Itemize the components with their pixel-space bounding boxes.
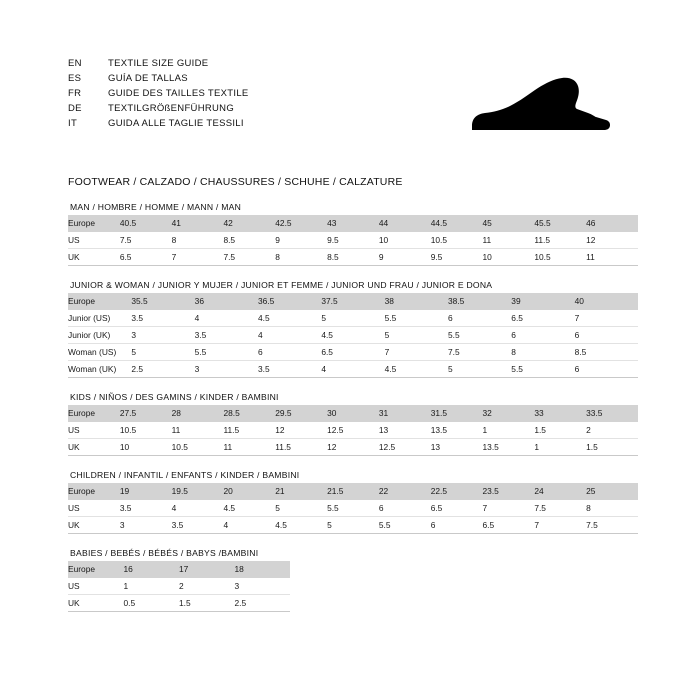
header-cell: 38 bbox=[385, 293, 448, 310]
size-group-man bbox=[68, 202, 638, 266]
header-cell: Europe bbox=[68, 405, 120, 422]
header-cell: 44 bbox=[379, 215, 431, 232]
header-cell: 25 bbox=[586, 483, 638, 500]
cell: 4 bbox=[258, 327, 321, 344]
cell: 9 bbox=[275, 232, 327, 249]
header-cell: Europe bbox=[68, 293, 131, 310]
row-label: UK bbox=[68, 595, 124, 612]
header-cell: 33.5 bbox=[586, 405, 638, 422]
header-cell: 33 bbox=[534, 405, 586, 422]
cell: 3 bbox=[131, 327, 194, 344]
row-label: US bbox=[68, 232, 120, 249]
cell: 4 bbox=[321, 361, 384, 378]
language-label: GUIDE DES TAILLES TEXTILE bbox=[108, 88, 249, 99]
language-row bbox=[68, 88, 249, 103]
cell: 3.5 bbox=[258, 361, 321, 378]
cell: 12 bbox=[275, 422, 327, 439]
cell: 8.5 bbox=[575, 344, 638, 361]
cell: 12.5 bbox=[327, 422, 379, 439]
language-code: ES bbox=[68, 73, 82, 84]
row-label: Junior (UK) bbox=[68, 327, 131, 344]
cell: 4 bbox=[172, 500, 224, 517]
table-row bbox=[68, 500, 638, 517]
table-row bbox=[68, 344, 638, 361]
cell: 4.5 bbox=[385, 361, 448, 378]
row-label: US bbox=[68, 500, 120, 517]
header-cell: 42 bbox=[223, 215, 275, 232]
language-code: DE bbox=[68, 103, 82, 114]
cell: 3 bbox=[120, 517, 172, 534]
cell: 2.5 bbox=[235, 595, 291, 612]
cell: 4.5 bbox=[275, 517, 327, 534]
row-label: US bbox=[68, 578, 124, 595]
group-title: JUNIOR & WOMAN / JUNIOR Y MUJER / JUNIOR ET FEMME / JUNIOR UND FRAU / JUNIOR E DONA bbox=[70, 280, 493, 290]
row-label: UK bbox=[68, 439, 120, 456]
cell: 6 bbox=[258, 344, 321, 361]
cell: 6.5 bbox=[120, 249, 172, 266]
group-title: KIDS / NIÑOS / DES GAMINS / KINDER / BAMBINI bbox=[70, 392, 279, 402]
header-cell: 28 bbox=[172, 405, 224, 422]
table-header-row bbox=[68, 405, 638, 422]
header-cell: 40 bbox=[575, 293, 638, 310]
language-label: GUÍA DE TALLAS bbox=[108, 73, 188, 84]
language-list-body bbox=[68, 58, 249, 133]
header-cell: 32 bbox=[483, 405, 535, 422]
cell: 4 bbox=[223, 517, 275, 534]
cell: 3.5 bbox=[172, 517, 224, 534]
cell: 6 bbox=[511, 327, 574, 344]
cell: 5 bbox=[327, 517, 379, 534]
cell: 8.5 bbox=[327, 249, 379, 266]
header-cell: 43 bbox=[327, 215, 379, 232]
document-header bbox=[68, 58, 638, 158]
cell: 11 bbox=[483, 232, 535, 249]
language-code: IT bbox=[68, 118, 78, 129]
cell: 6.5 bbox=[483, 517, 535, 534]
cell: 3.5 bbox=[195, 327, 258, 344]
cell: 8 bbox=[586, 500, 638, 517]
cell: 11.5 bbox=[534, 232, 586, 249]
header-cell: 38.5 bbox=[448, 293, 511, 310]
cell: 6.5 bbox=[511, 310, 574, 327]
cell: 7.5 bbox=[120, 232, 172, 249]
cell: 7.5 bbox=[586, 517, 638, 534]
header-cell: 23.5 bbox=[483, 483, 535, 500]
header-cell: 30 bbox=[327, 405, 379, 422]
header-cell: 22.5 bbox=[431, 483, 483, 500]
cell: 7.5 bbox=[534, 500, 586, 517]
cell: 7 bbox=[534, 517, 586, 534]
language-code: FR bbox=[68, 88, 82, 99]
header-cell: 24 bbox=[534, 483, 586, 500]
table-row bbox=[68, 361, 638, 378]
header-cell: 16 bbox=[124, 561, 180, 578]
cell: 11 bbox=[586, 249, 638, 266]
cell: 12 bbox=[586, 232, 638, 249]
cell: 5.5 bbox=[195, 344, 258, 361]
cell: 8.5 bbox=[223, 232, 275, 249]
header-cell: 35.5 bbox=[131, 293, 194, 310]
group-title: BABIES / BEBÉS / BÉBÉS / BABYS /BAMBINI bbox=[70, 548, 259, 558]
header-cell: 22 bbox=[379, 483, 431, 500]
cell: 13 bbox=[379, 422, 431, 439]
cell: 13 bbox=[431, 439, 483, 456]
size-table-kids bbox=[68, 405, 638, 456]
cell: 5 bbox=[385, 327, 448, 344]
language-list bbox=[68, 58, 249, 133]
language-label: TEXTILGRÖßENFÜHRUNG bbox=[108, 103, 235, 114]
cell: 12 bbox=[327, 439, 379, 456]
header-cell: 31 bbox=[379, 405, 431, 422]
dress-shoe-icon bbox=[428, 74, 628, 144]
cell: 6 bbox=[575, 327, 638, 344]
cell: 5 bbox=[275, 500, 327, 517]
language-row bbox=[68, 103, 249, 118]
header-cell: 21.5 bbox=[327, 483, 379, 500]
row-label: Woman (UK) bbox=[68, 361, 131, 378]
header-cell: 45.5 bbox=[534, 215, 586, 232]
cell: 13.5 bbox=[431, 422, 483, 439]
language-label: TEXTILE SIZE GUIDE bbox=[108, 58, 209, 69]
header-cell: 46 bbox=[586, 215, 638, 232]
cell: 6 bbox=[448, 310, 511, 327]
cell: 10.5 bbox=[431, 232, 483, 249]
cell: 10.5 bbox=[534, 249, 586, 266]
cell: 10 bbox=[483, 249, 535, 266]
cell: 1 bbox=[124, 578, 180, 595]
language-code: EN bbox=[68, 58, 82, 69]
row-label: Junior (US) bbox=[68, 310, 131, 327]
header-cell: 19 bbox=[120, 483, 172, 500]
header-cell: 20 bbox=[223, 483, 275, 500]
language-row bbox=[68, 58, 249, 73]
cell: 1.5 bbox=[586, 439, 638, 456]
table-row bbox=[68, 232, 638, 249]
cell: 7 bbox=[172, 249, 224, 266]
header-cell: 45 bbox=[483, 215, 535, 232]
table-row bbox=[68, 310, 638, 327]
cell: 6.5 bbox=[321, 344, 384, 361]
cell: 7 bbox=[483, 500, 535, 517]
size-group-babies bbox=[68, 548, 638, 612]
header-cell: 31.5 bbox=[431, 405, 483, 422]
cell: 10 bbox=[120, 439, 172, 456]
size-table-man bbox=[68, 215, 638, 266]
cell: 6 bbox=[575, 361, 638, 378]
row-label: UK bbox=[68, 249, 120, 266]
table-row bbox=[68, 578, 290, 595]
table-header-row bbox=[68, 293, 638, 310]
cell: 5 bbox=[131, 344, 194, 361]
cell: 5 bbox=[448, 361, 511, 378]
language-label: GUIDA ALLE TAGLIE TESSILI bbox=[108, 118, 244, 129]
table-row bbox=[68, 439, 638, 456]
size-table-children bbox=[68, 483, 638, 534]
table-row bbox=[68, 517, 638, 534]
size-table-junior-woman bbox=[68, 293, 638, 378]
cell: 3 bbox=[195, 361, 258, 378]
table-row bbox=[68, 327, 638, 344]
header-cell: 37.5 bbox=[321, 293, 384, 310]
size-group-kids bbox=[68, 392, 638, 456]
group-title: CHILDREN / INFANTIL / ENFANTS / KINDER / BAMBINI bbox=[70, 470, 300, 480]
cell: 2 bbox=[586, 422, 638, 439]
cell: 5.5 bbox=[385, 310, 448, 327]
cell: 4 bbox=[195, 310, 258, 327]
header-cell: 44.5 bbox=[431, 215, 483, 232]
cell: 12.5 bbox=[379, 439, 431, 456]
header-cell: 18 bbox=[235, 561, 291, 578]
header-cell: 41 bbox=[172, 215, 224, 232]
cell: 1 bbox=[483, 422, 535, 439]
cell: 4.5 bbox=[258, 310, 321, 327]
cell: 10.5 bbox=[120, 422, 172, 439]
header-cell: 28.5 bbox=[223, 405, 275, 422]
size-group-junior-woman bbox=[68, 280, 638, 378]
cell: 1 bbox=[534, 439, 586, 456]
header-cell: 40.5 bbox=[120, 215, 172, 232]
header-cell: 36 bbox=[195, 293, 258, 310]
section-title: FOOTWEAR / CALZADO / CHAUSSURES / SCHUHE / CALZATURE bbox=[68, 176, 403, 188]
cell: 3 bbox=[235, 578, 291, 595]
cell: 5.5 bbox=[379, 517, 431, 534]
cell: 3.5 bbox=[131, 310, 194, 327]
header-cell: 17 bbox=[179, 561, 235, 578]
cell: 10.5 bbox=[172, 439, 224, 456]
table-row bbox=[68, 422, 638, 439]
header-cell: 29.5 bbox=[275, 405, 327, 422]
row-label: Woman (US) bbox=[68, 344, 131, 361]
cell: 11.5 bbox=[223, 422, 275, 439]
cell: 5.5 bbox=[448, 327, 511, 344]
cell: 11 bbox=[172, 422, 224, 439]
cell: 13.5 bbox=[483, 439, 535, 456]
header-cell: 36.5 bbox=[258, 293, 321, 310]
header-cell: 27.5 bbox=[120, 405, 172, 422]
cell: 7 bbox=[575, 310, 638, 327]
cell: 8 bbox=[511, 344, 574, 361]
cell: 9.5 bbox=[431, 249, 483, 266]
cell: 3.5 bbox=[120, 500, 172, 517]
cell: 11 bbox=[223, 439, 275, 456]
size-table-babies bbox=[68, 561, 290, 612]
row-label: UK bbox=[68, 517, 120, 534]
cell: 7.5 bbox=[223, 249, 275, 266]
cell: 2 bbox=[179, 578, 235, 595]
cell: 6 bbox=[379, 500, 431, 517]
cell: 0.5 bbox=[124, 595, 180, 612]
cell: 5.5 bbox=[511, 361, 574, 378]
cell: 6 bbox=[431, 517, 483, 534]
table-row bbox=[68, 595, 290, 612]
group-title: MAN / HOMBRE / HOMME / MANN / MAN bbox=[70, 202, 242, 212]
cell: 1.5 bbox=[534, 422, 586, 439]
cell: 5.5 bbox=[327, 500, 379, 517]
cell: 6.5 bbox=[431, 500, 483, 517]
header-cell: 42.5 bbox=[275, 215, 327, 232]
cell: 9 bbox=[379, 249, 431, 266]
cell: 2.5 bbox=[131, 361, 194, 378]
table-header-row bbox=[68, 215, 638, 232]
cell: 9.5 bbox=[327, 232, 379, 249]
language-row bbox=[68, 73, 249, 88]
cell: 4.5 bbox=[321, 327, 384, 344]
table-header-row bbox=[68, 483, 638, 500]
cell: 8 bbox=[172, 232, 224, 249]
header-cell: Europe bbox=[68, 561, 124, 578]
row-label: US bbox=[68, 422, 120, 439]
cell: 11.5 bbox=[275, 439, 327, 456]
cell: 7.5 bbox=[448, 344, 511, 361]
cell: 10 bbox=[379, 232, 431, 249]
cell: 4.5 bbox=[223, 500, 275, 517]
cell: 7 bbox=[385, 344, 448, 361]
header-cell: Europe bbox=[68, 215, 120, 232]
language-row bbox=[68, 118, 249, 133]
size-group-children bbox=[68, 470, 638, 534]
header-cell: 21 bbox=[275, 483, 327, 500]
header-cell: Europe bbox=[68, 483, 120, 500]
cell: 1.5 bbox=[179, 595, 235, 612]
table-row bbox=[68, 249, 638, 266]
table-header-row bbox=[68, 561, 290, 578]
header-cell: 19.5 bbox=[172, 483, 224, 500]
header-cell: 39 bbox=[511, 293, 574, 310]
cell: 5 bbox=[321, 310, 384, 327]
cell: 8 bbox=[275, 249, 327, 266]
